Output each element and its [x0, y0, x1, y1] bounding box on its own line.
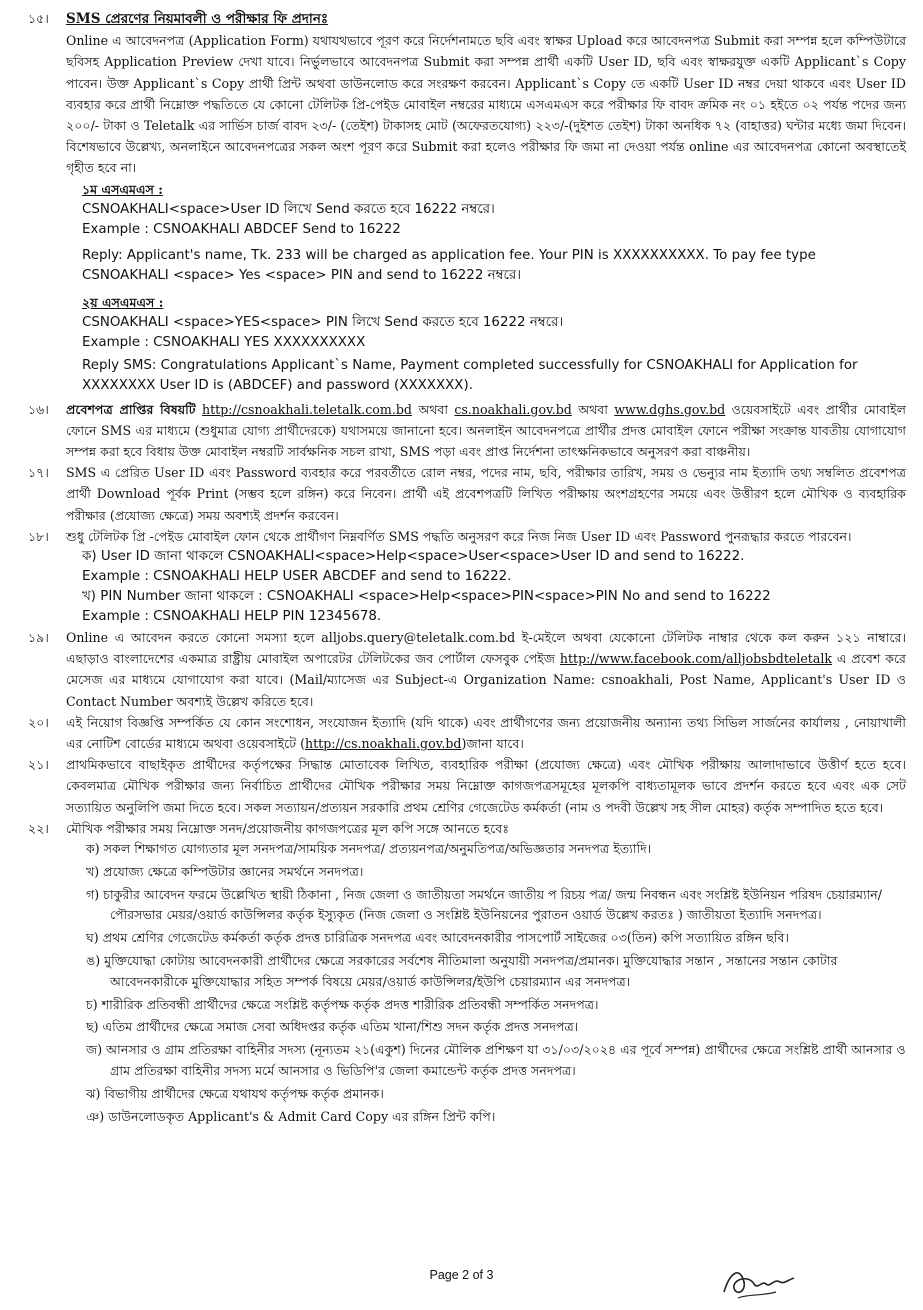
sms1-line: CSNOAKHALI<space>User ID লিখে Send করতে হবে 16222 নম্বরে। — [82, 201, 495, 217]
signature-image — [718, 1262, 798, 1302]
sms2-title: ২য় এসএমএস : — [82, 294, 164, 310]
section-number: ১৬। — [28, 401, 49, 417]
list-item: ঝ) বিভাগীয় প্রার্থীদের ক্ষেত্রে যথাযথ কর্তৃপক্ষ কর্তৃক প্রমানক। — [86, 1085, 384, 1101]
section-number: ২১। — [28, 757, 49, 773]
list-item: গ) চাকুরীর আবেদন ফরমে উল্লেখিত স্থায়ী ঠিকানা , নিজ জেলা ও জাতীয়তা সমর্থনে জাতীয় প রিচয় পত্র/ জন্ম নিবন্ধন এবং সংশ্লিষ্ট ইউনিয়ন পরিষদ চেয়ারম্যান/পৌরসভার মেয়র/ওয়ার্ড কাউন্সিলর কর্তৃক ইস্যুকৃত (নিজ জেলা ও সংশ্লিষ্ট ইউনিয়নের পুরাতন ওয়ার্ড উল্লেখ করতঃ ) জাতীয়তা ইত্যাদি সনদপত্র। — [86, 886, 883, 923]
list-item: চ) শারীরিক প্রতিবন্ধী প্রার্থীদের ক্ষেত্রে সংশ্লিষ্ট কর্তৃপক্ষ কর্তৃক প্রদত্ত শারীরিক প্রতিবন্ধী সম্পর্কিত সনদপত্র। — [86, 996, 599, 1012]
sms2-reply: Reply SMS: Congratulations Applicant`s Name, Payment completed successfully for CSNOAKHALI for Application for XXXXXXXX User ID is (ABDCEF) and password (XXXXXXX). — [82, 357, 858, 393]
list-item: খ) প্রযোজ্য ক্ষেত্রে কম্পিউটার জ্ঞানের সমর্থনে সনদপত্র। — [86, 863, 364, 879]
list-item: ঞ) ডাউনলোডকৃত Applicant's & Admit Card Copy এর রঙ্গিন প্রিন্ট কপি। — [86, 1108, 496, 1124]
sms2-line: CSNOAKHALI <space>YES<space> PIN লিখে Send করতে হবে 16222 নম্বরে। — [82, 314, 564, 330]
section-number: ১৫। — [28, 11, 49, 26]
section-19-text — [66, 627, 906, 712]
section-number: ২২। — [28, 820, 49, 836]
section-22-text: মৌখিক পরীক্ষার সময় নিম্নোক্ত সনদ/প্রয়োজনীয় কাগজপত্রের মূল কপি সঙ্গে আনতে হবেঃ — [66, 820, 510, 836]
section-19-part2: এ প্রবেশ করে মেসেজ এর মাধ্যমে যোগাযোগ করা যাবে। (Mail/ম্যাসেজ এর Subject-এ Organization Name: csnoakhali, Post Name, Applicant's User ID ও Contact Number অবশ্যই উল্লেখ করিতে হবে। — [66, 651, 906, 709]
help-pin-example: Example : CSNOAKHALI HELP PIN 12345678. — [82, 609, 382, 625]
section-20-text — [66, 712, 906, 754]
section-16 — [28, 399, 906, 463]
section-15-text: Online এ আবেদনপত্র (Application Form) যথাযথভাবে পূরণ করে নির্দেশনামতে ছবি এবং স্বাক্ষর Upload করে আবেদনপত্র Submit করা সম্পন্ন হলে কম্পিউটারে ছবিসহ Application Preview দেখা যাবে। নির্ভুলভাবে আবেদনপত্র Submit করা সম্পন্ন প্রার্থী একটি User ID, ছবি এবং স্বাক্ষরযুক্ত একটি Applicant`s Copy পাবেন। উক্ত Applicant`s Copy প্রার্থী প্রিন্ট অথবা ডাউনলোড করে সংরক্ষণ করবেন। Applicant`s Copy তে একটি User ID নম্বর দেয়া থাকবে এবং User ID ব্যবহার করে প্রার্থী নিম্নোক্ত পদ্ধতিতে যে কোনো টেলিটক প্রি-পেইড মোবাইল নম্বরের মাধ্যমে এসএমএস করে পরীক্ষার ফি বাবদ ক্রমিক নং ০১ হইতে ০২ পর্যন্ত পদের জন্য ২০০/- টাকা ও Teletalk এর সার্ভিস চার্জ বাবদ ২৩/- (তেইশ) টাকাসহ মোট (অফেরতযোগ্য) ২২৩/-(দুইশত তেইশ) টাকা অনধিক ৭২ (বাহাত্তর) ঘন্টার মধ্যে জমা দিবেন। বিশেষভাবে উল্লেখ্য, অনলাইনে আবেদনপত্রের সকল অংশ পূরণ করে Submit করা হলেও পরীক্ষার ফি জমা না দেওয়া পর্যন্ত online এর আবেদনপত্র কোনো অবস্থাতেই গৃহীত হবে না। — [66, 33, 906, 176]
section-18 — [28, 526, 906, 547]
section-21 — [28, 754, 906, 818]
section-16-or: অথবা — [411, 401, 455, 417]
document-page — [28, 8, 906, 1129]
list-item: ক) সকল শিক্ষাগত যোগ্যতার মূল সনদপত্র/সাময়িক সনদপত্র/ প্রত্যয়নপত্র/অনুমতিপত্র/অভিজ্ঞতার সনদপত্র ইত্যাদি। — [86, 841, 652, 857]
section-16-or: অথবা — [571, 401, 615, 417]
sms1-reply: Reply: Applicant's name, Tk. 233 will be charged as application fee. Your PIN is XXXXXXXXXX. To pay fee type CSNOAKHALI <space> Yes <space> PIN and send to 16222 নম্বরে। — [82, 247, 816, 283]
section-16-text — [66, 399, 906, 463]
list-item: ঙ) মুক্তিযোদ্ধা কোটায় আবেদনকারী প্রার্থীদের ক্ষেত্রে সরকারের সর্বশেষ নীতিমালা অনুযায়ী সনদপত্র/প্রমানক। মুক্তিযোদ্ধার সন্তান , সন্তানের সন্তান কোটার আবেদনকারীকে মুক্তিযোদ্ধার সহিত সম্পর্ক বিষয়ে মেয়র/ওয়ার্ড কাউন্সিলর/ইউপি চেয়ারম্যান এর সনদপত্র। — [86, 953, 838, 989]
section-21-text: প্রাথমিকভাবে বাছাইকৃত প্রার্থীদের কর্তৃপক্ষের সিদ্ধান্ত মোতাবেক লিখিত, ব্যবহারিক পরীক্ষা (প্রযোজ্য ক্ষেত্রে) এবং মৌখিক পরীক্ষায় আলাদাভাবে উত্তীর্ণ হতে হবে। কেবলমাত্র মৌখিক পরীক্ষার জন্য নির্বাচিত প্রার্থীদের মৌখিক পরীক্ষার সময় নিম্নোক্ত কাগজপত্রসমূহের মূলকপি বাধ্যতামূলক ভাবে প্রদর্শন করতে হবে এবং এক সেট সত্যায়িত অনুলিপি জমা দিতে হবে। সকল সত্যায়ন/প্রত্যয়ন সরকারি প্রথম শ্রেণির গেজেটেড কর্মকর্তা (নাম ও পদবী উল্লেখ সহ সীল মোহর) কর্তৃক সম্পাদিত হতে হবে। — [66, 757, 906, 815]
list-item: ঘ) প্রথম শ্রেণির গেজেটেড কর্মকর্তা কর্তৃক প্রদত্ত চারিত্রিক সনদপত্র এবং আবেদনকারীর পাসপোর্ট সাইজের ০৩(তিন) কপি সত্যায়িত রঙ্গিন ছবি। — [86, 930, 789, 946]
section-number: ২০। — [28, 714, 49, 730]
page-number: Page 2 of 3 — [429, 1268, 494, 1282]
link-facebook[interactable]: http://www.facebook.com/alljobsbdteletalk — [559, 651, 833, 667]
document-list — [28, 839, 906, 1127]
section-17-text: SMS এ প্রেরিত User ID এবং Password ব্যবহার করে পরবর্তীতে রোল নম্বর, পদের নাম, ছবি, পরীক্ষার তারিখ, সময় ও ভেন্যুর নাম ইত্যাদি তথ্য সম্বলিত প্রবেশপত্র প্রার্থী Download পূর্বক Print (সম্ভব হলে রঙ্গিন) করে নিবেন। প্রার্থী এই প্রবেশপত্রটি লিখিত পরীক্ষায় অংশগ্রহণের সময়ে এবং উত্তীরণ হলে মৌখিক ও ব্যবহারিক পরীক্ষার (প্রযোজ্য ক্ষেত্রে) সময় অবশ্যই প্রদর্শন করবেন। — [66, 465, 906, 523]
section-number: ১৭। — [28, 465, 49, 481]
help-user-id-example: Example : CSNOAKHALI HELP USER ABCDEF and send to 16222. — [82, 569, 512, 585]
section-15-title: SMS প্রেরণের নিয়মাবলী ও পরীক্ষার ফি প্রদানঃ — [66, 11, 329, 27]
section-18-text: শুধু টেলিটক প্রি -পেইড মোবাইল ফোন থেকে প্রার্থীগণ নিম্নবর্ণিত SMS পদ্ধতি অনুসরণ করে নিজ নিজ User ID এবং Password পুনরূদ্ধার করতে পারবেন। — [66, 528, 852, 544]
section-15 — [28, 8, 906, 179]
sms2-example: Example : CSNOAKHALI YES XXXXXXXXXX — [82, 334, 366, 350]
list-item: ছ) এতিম প্রার্থীদের ক্ষেত্রে সমাজ সেবা অধিদপ্তর কর্তৃক এতিম খানা/শিশু সদন কর্তৃক প্রদত্ত সনদপত্র। — [86, 1019, 579, 1035]
sms1-example: Example : CSNOAKHALI ABDCEF Send to 16222 — [82, 221, 401, 237]
section-number: ১৮। — [28, 528, 49, 544]
section-17 — [28, 462, 906, 526]
link-cs-noakhali-site[interactable]: http://cs.noakhali.gov.bd — [305, 736, 462, 752]
link-teletalk[interactable]: http://csnoakhali.teletalk.com.bd — [201, 401, 412, 417]
section-22 — [28, 818, 906, 839]
help-user-id: ক) User ID জানা থাকলে CSNOAKHALI<space>Help<space>User<space>User ID and send to 16222. — [82, 549, 745, 565]
section-16-rest: ওয়েবসাইটে এবং প্রার্থীর মোবাইল ফোনে SMS এর মাধ্যমে (শুধুমাত্র যোগ্য প্রার্থীদেরকে) যথাসময়ে জানানো হবে। অনলাইন আবেদনপত্রে প্রার্থীর প্রদত্ত মোবাইল ফোনে পরীক্ষা সংক্রান্ত যাবতীয় যোগাযোগ সম্পন্ন করা হবে বিধায় উক্ত মোবাইল নম্বরটি সার্বক্ষনিক সচল রাখা, SMS পড়া এবং প্রাপ্ত নির্দেশনা তাৎক্ষনিকভাবে অনুসরণ করা বাঞ্চনীয়। — [66, 401, 906, 460]
help-pin: খ) PIN Number জানা থাকলে : CSNOAKHALI <space>Help<space>PIN<space>PIN No and send to 16222 — [82, 589, 771, 605]
section-20-part1: এই নিয়োগ বিজ্ঞপ্তি সম্পর্কিত যে কোন সংশোধন, সংযোজন ইত্যাদি (যদি থাকে) এবং প্রার্থীগণের জন্য প্রয়োজনীয় অন্যান্য তথ্য সিভিল সার্জনের কার্যালয় , নোয়াখালী এর নোটিশ বোর্ডের মাধ্যমে অথবা ওয়েবসাইটে ( — [66, 714, 906, 752]
section-number: ১৯। — [28, 630, 49, 646]
section-20-part2: )জানা যাবে। — [461, 736, 524, 752]
section-16-lead: প্রবেশপত্র প্রাপ্তির বিষয়টি — [66, 401, 196, 417]
sms1-title: ১ম এসএমএস : — [82, 181, 163, 197]
link-dghs[interactable]: www.dghs.gov.bd — [614, 401, 726, 417]
list-item: জ) আনসার ও গ্রাম প্রতিরক্ষা বাহিনীর সদস্য (নূন্যতম ২১(একুশ) দিনের মৌলিক প্রশিক্ষণ যা ৩১/০৩/২০২৪ এর পূর্বে সম্পন্ন) প্রার্থীদের ক্ষেত্রে সংশ্লিষ্ট প্রার্থী আনসার ও গ্রাম প্রতিরক্ষা বাহিনীর সদস্য মর্মে আনসার ও ভিডিপি'র জেলা কমান্ডেন্ট কর্তৃক প্রদত্ত সনদপত্র। — [86, 1042, 906, 1079]
section-19-part1: Online এ আবেদন করতে কোনো সমস্যা হলে alljobs.query@teletalk.com.bd ই-মেইলে অথবা যেকোনো টেলিটক নাম্বার থেকে কল করুন ১২১ নাম্বারে। এছাড়াও বাংলাদেশের একমাত্র রাষ্ট্রীয় মোবাইল অপারেটর টেলিটকের জব পোর্টাল ফেসবুক পেইজ — [66, 630, 906, 667]
section-20 — [28, 712, 906, 754]
section-19 — [28, 627, 906, 712]
link-cs-noakhali[interactable]: cs.noakhali.gov.bd — [454, 401, 572, 417]
